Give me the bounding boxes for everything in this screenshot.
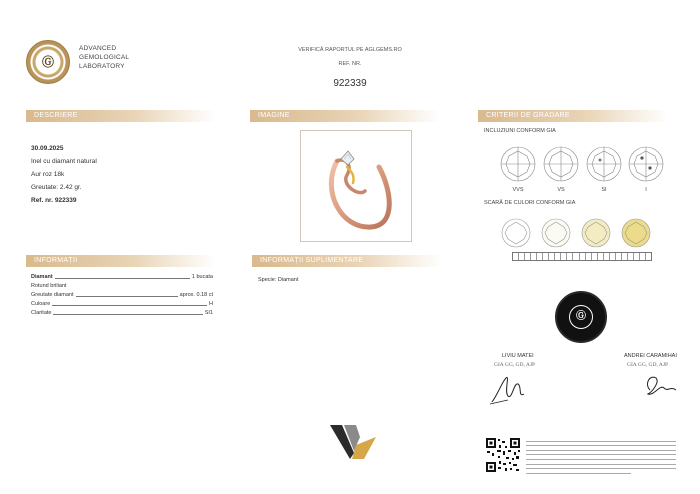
signatory-name-2: ANDREI CARAMIHAI (624, 353, 677, 359)
ring-illustration (301, 131, 411, 241)
color-scale-title: SCARĂ DE CULORI CONFORM GIA (484, 200, 576, 206)
agl-monogram-icon: Ⓖ (569, 305, 593, 329)
diamond-diagram-i (629, 147, 663, 181)
info-row-claritate (31, 308, 213, 316)
brand-logo-icon (330, 423, 376, 461)
lab-seal-logo (26, 40, 70, 84)
signatory-credentials-1: GIA GG, GD, AJP (494, 362, 536, 368)
metal-description: Aur roz 18k (31, 171, 65, 178)
legal-fine-print (526, 437, 676, 474)
section-informatii: INFORMAȚII (26, 255, 216, 267)
info-value: SI1 (204, 310, 213, 316)
qr-code[interactable] (485, 437, 521, 473)
color-diamond-1 (502, 219, 530, 247)
supplementary-text: Specie: Diamant (258, 277, 299, 283)
color-diamond-2 (542, 219, 570, 247)
info-row-diamant (31, 272, 213, 280)
lab-name-line-3: LABORATORY (79, 63, 125, 70)
info-row-forma (31, 281, 213, 289)
section-descriere: DESCRIERE (26, 110, 216, 122)
signature-1-icon (488, 372, 530, 408)
lab-seal-stamp (555, 291, 607, 343)
color-diamond-4 (622, 219, 650, 247)
lab-name-line-1: ADVANCED (79, 45, 117, 52)
section-informatii-suplimentare: INFORMAȚII SUPLIMENTARE (252, 255, 442, 267)
signatory-credentials-2: GIA GG, GD, AJP (627, 362, 669, 368)
weight-description: Greutate: 2.42 gr. (31, 184, 82, 191)
ref-number: 922339 (333, 78, 367, 89)
signatory-name-1: LIVIU MATEI (502, 353, 534, 359)
inclusion-diagrams (494, 144, 670, 184)
item-description: Inel cu diamant natural (31, 158, 97, 165)
info-value: 1 bucata (191, 274, 213, 280)
ring-image (300, 130, 412, 242)
verify-report-link[interactable]: VERIFICĂ RAPORTUL PE AGLGEMS.RO (298, 47, 402, 53)
info-label: Rotund briliant (31, 283, 67, 289)
lab-name-line-2: GEMOLOGICAL (79, 54, 130, 61)
ref-label: REF. NR. (338, 61, 362, 67)
info-value: H (209, 301, 213, 307)
diamond-diagram-si (587, 147, 621, 181)
color-diamond-3 (582, 219, 610, 247)
info-value: aprox. 0.18 ct (179, 292, 213, 298)
inclusions-title: INCLUZIUNI CONFORM GIA (484, 128, 556, 134)
grade-label-vvs: VVS (512, 187, 524, 193)
report-date: 30.09.2025 (31, 145, 64, 152)
ref-description: Ref. nr. 922339 (31, 197, 77, 204)
section-imagine: IMAGINE (250, 110, 440, 122)
info-row-greutate (31, 290, 213, 298)
signature-2-icon (640, 370, 680, 400)
grade-label-i: I (645, 187, 647, 193)
agl-monogram-icon: Ⓖ (41, 55, 54, 69)
grade-label-si: SI (601, 187, 607, 193)
diamond-diagram-vs (544, 147, 578, 181)
info-label: Claritate (31, 310, 52, 316)
section-criterii: CRITERII DE GRADARE (478, 110, 668, 122)
grade-label-vs: VS (557, 187, 565, 193)
info-row-culoare (31, 299, 213, 307)
diamond-diagram-vvs (501, 147, 535, 181)
color-diagrams (500, 217, 660, 249)
info-label: Culoare (31, 301, 51, 307)
info-label: Greutate diamant (31, 292, 74, 298)
info-label: Diamant (31, 274, 53, 280)
color-scale-bar (512, 252, 652, 261)
